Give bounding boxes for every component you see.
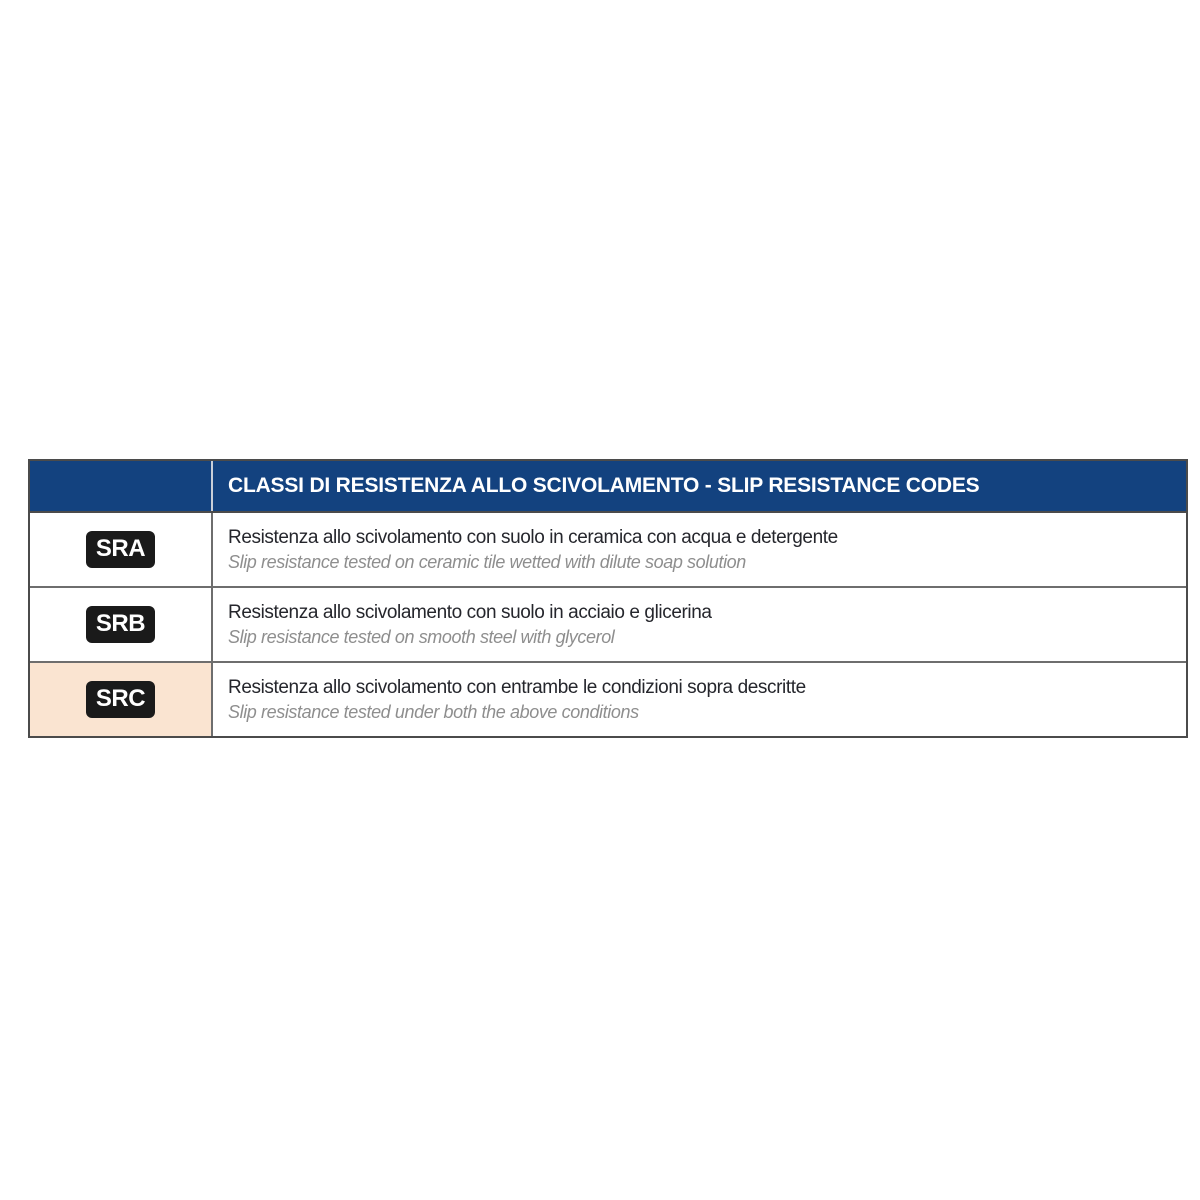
table-row-src bbox=[30, 661, 1186, 736]
description-italian: Resistenza allo scivolamento con entrambe le condizioni sopra descritte bbox=[228, 676, 806, 698]
description-english: Slip resistance tested on ceramic tile wetted with dilute soap solution bbox=[228, 551, 746, 572]
srb-badge: SRB bbox=[86, 606, 155, 643]
header-code-cell bbox=[30, 461, 213, 511]
slip-resistance-table bbox=[28, 459, 1188, 738]
description-cell-sra bbox=[213, 513, 1186, 586]
description-italian: Resistenza allo scivolamento con suolo in ceramica con acqua e detergente bbox=[228, 526, 838, 548]
code-cell-sra bbox=[30, 513, 213, 586]
sra-badge: SRA bbox=[86, 531, 155, 568]
table-title: CLASSI DI RESISTENZA ALLO SCIVOLAMENTO - SLIP RESISTANCE CODES bbox=[228, 474, 980, 497]
description-cell-srb bbox=[213, 588, 1186, 661]
src-badge: SRC bbox=[86, 681, 155, 718]
code-cell-srb bbox=[30, 588, 213, 661]
code-cell-src bbox=[30, 663, 213, 736]
description-italian: Resistenza allo scivolamento con suolo in acciaio e glicerina bbox=[228, 601, 712, 623]
table-row-srb bbox=[30, 586, 1186, 661]
description-english: Slip resistance tested on smooth steel with glycerol bbox=[228, 626, 615, 647]
table-row-sra bbox=[30, 513, 1186, 586]
description-english: Slip resistance tested under both the above conditions bbox=[228, 701, 639, 722]
table-header-row bbox=[30, 461, 1186, 513]
description-cell-src bbox=[213, 663, 1186, 736]
